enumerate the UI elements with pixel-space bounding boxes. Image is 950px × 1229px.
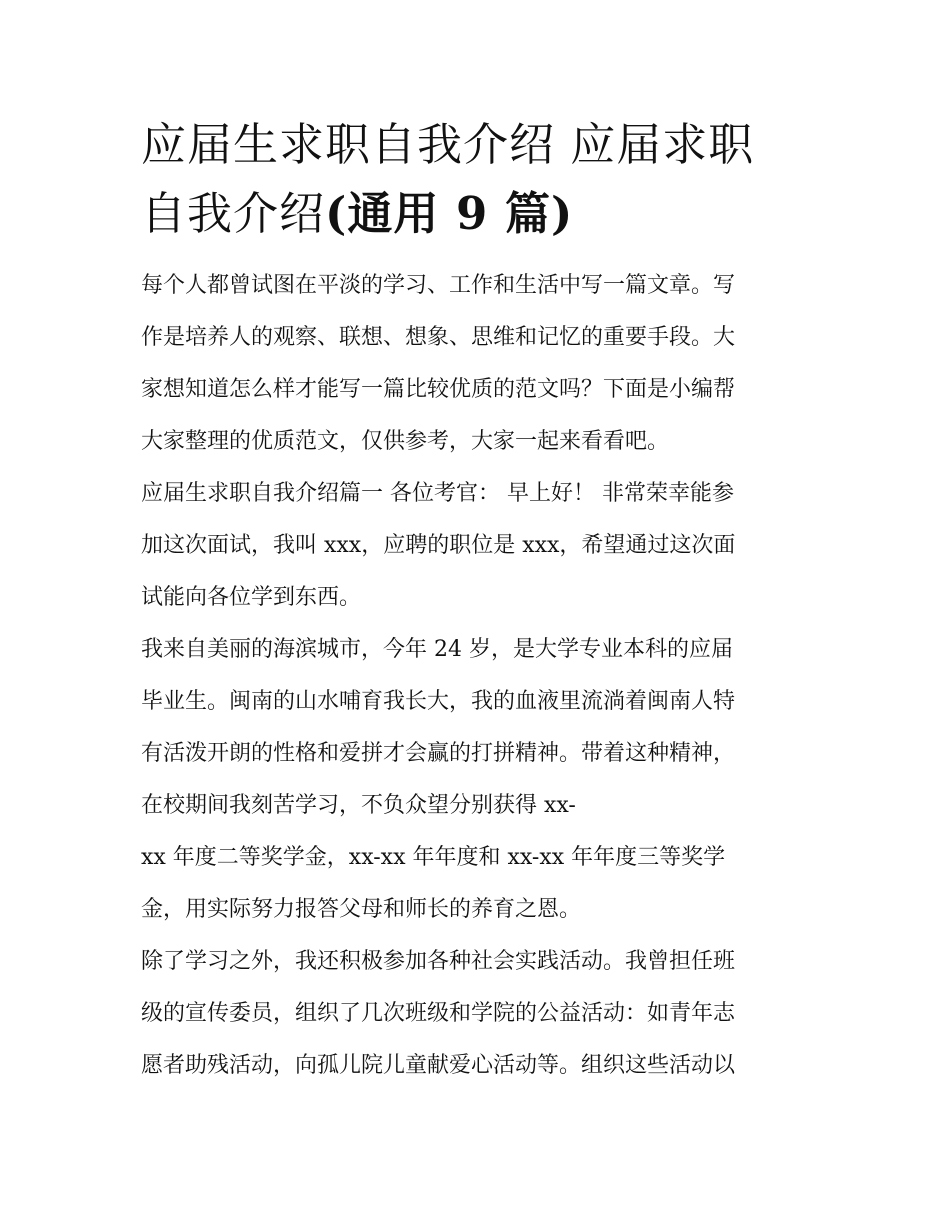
text-line: 级的宣传委员，组织了几次班级和学院的公益活动：如青年志 (141, 1001, 736, 1026)
text-line: 试能向各位学到东西。 (141, 585, 362, 610)
paragraph-activities (141, 936, 813, 1092)
text-line: 作是培养人的观察、联想、想象、思维和记忆的重要手段。大 (141, 325, 736, 350)
document-content (141, 110, 813, 1092)
document-body (141, 260, 813, 1092)
text-line: 有活泼开朗的性格和爱拼才会赢的打拼精神。带着这种精神， (141, 741, 736, 766)
title-line (141, 110, 813, 179)
text-line: 金，用实际努力报答父母和师长的养育之恩。 (141, 897, 582, 922)
text-line: 家想知道怎么样才能写一篇比较优质的范文吗？下面是小编帮 (141, 377, 736, 402)
title-subtitle: 通用 9 篇) (347, 187, 574, 240)
title-text: 自我介绍 (141, 187, 326, 240)
text-line: 在校期间我刻苦学习，不负众望分别获得 xx- (141, 793, 576, 818)
text-line: 毕业生。闽南的山水哺育我长大，我的血液里流淌着闽南人特 (141, 689, 736, 714)
title-paren: ( (325, 187, 348, 240)
text-line: xx 年度二等奖学金，xx-xx 年年度和 xx-xx 年年度三等奖学 (141, 845, 726, 870)
title-text: 应届生求职自我介绍 应届求职 (141, 118, 755, 171)
text-line: 加这次面试，我叫 xxx，应聘的职位是 xxx，希望通过这次面 (141, 533, 736, 558)
paragraph-background (141, 624, 813, 936)
paragraph-intro (141, 260, 813, 468)
document-title (141, 110, 813, 248)
text-line: 应届生求职自我介绍篇一 各位考官： 早上好！ 非常荣幸能参 (141, 481, 734, 506)
text-line: 除了学习之外，我还积极参加各种社会实践活动。我曾担任班 (141, 949, 736, 974)
text-line: 大家整理的优质范文，仅供参考，大家一起来看看吧。 (141, 429, 670, 454)
title-line (141, 179, 813, 248)
paragraph-greeting (141, 468, 813, 624)
text-line: 愿者助残活动，向孤儿院儿童献爱心活动等。组织这些活动以 (141, 1053, 736, 1078)
text-line: 每个人都曾试图在平淡的学习、工作和生活中写一篇文章。写 (141, 273, 736, 298)
text-line: 我来自美丽的海滨城市，今年 24 岁，是大学专业本科的应届 (141, 637, 733, 662)
